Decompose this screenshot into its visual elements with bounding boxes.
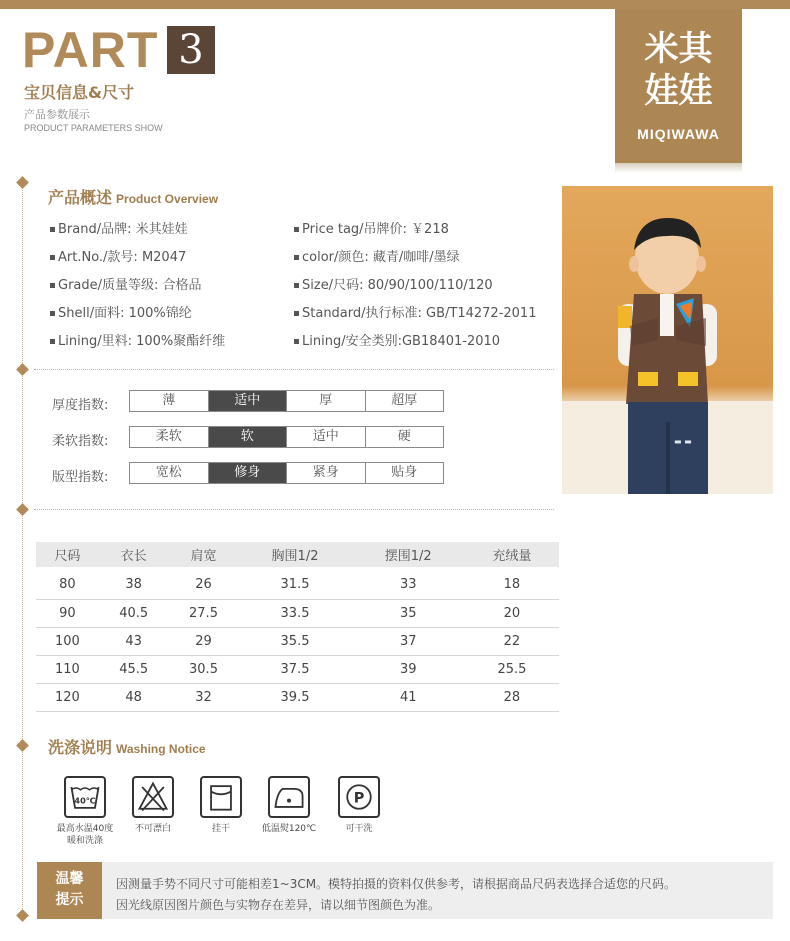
no-bleach-icon [132, 776, 174, 818]
section-divider [34, 509, 554, 510]
notice-text [116, 874, 676, 916]
wash-label: 挂干 [211, 824, 230, 834]
bullet-square-icon [50, 255, 55, 260]
table-row: 110 45.5 30.5 37.5 39 25.5 [36, 655, 559, 683]
section-subtitle-cn: 产品参数展示 [24, 108, 90, 121]
wash-item [254, 776, 324, 835]
fit-option: 紧身 [287, 463, 366, 483]
thickness-option: 超厚 [391, 393, 418, 408]
wash-item [186, 776, 256, 835]
bullet-square-icon [294, 339, 299, 344]
thickness-option: 厚 [287, 391, 366, 411]
bullet-square-icon [294, 311, 299, 316]
bullet-square-icon [294, 283, 299, 288]
section-subtitle-en: PRODUCT PARAMETERS SHOW [24, 123, 163, 133]
brand-name-line1: 米其 [644, 29, 713, 69]
table-row: 90 40.5 27.5 33.5 35 20 [36, 599, 559, 627]
fit-option: 宽松 [130, 463, 209, 483]
notice-line2: 因光线原因图片颜色与实物存在差异，请以细节图颜色为准。 [116, 898, 441, 912]
washing-title [48, 735, 206, 758]
bullet-square-icon [294, 255, 299, 260]
softness-index-label: 柔软指数: [52, 434, 109, 449]
table-row: 80 38 26 31.5 33 18 [36, 567, 559, 599]
info-art-no: Art.No./款号: M2047 [50, 246, 186, 265]
size-table [36, 542, 559, 712]
washing-title-en: Washing Notice [116, 742, 206, 756]
size-table-header: 充绒量 [465, 542, 559, 567]
bullet-square-icon [50, 227, 55, 232]
info-grade: Grade/质量等级: 合格品 [50, 274, 202, 293]
brand-name-line2: 娃娃 [644, 71, 713, 111]
softness-option: 柔软 [130, 427, 209, 447]
softness-option-selected: 软 [209, 427, 288, 447]
wash-label: 最高水温40度 暖和洗涤 [56, 824, 114, 846]
notice-line1: 因测量手势不同尺寸可能相差1~3CM。模特拍摄的资料仅供参考，请根据商品尺码表选择合适您的尺码。 [116, 877, 677, 891]
wash-item [324, 776, 394, 835]
wash-temp-text: 40℃ [74, 795, 96, 806]
diamond-marker-icon [16, 503, 29, 516]
thickness-index-scale [129, 390, 444, 412]
info-safety: Lining/安全类别:GB18401-2010 [294, 330, 500, 349]
part-heading: PART [22, 22, 159, 78]
child-model-illustration [562, 186, 773, 494]
diamond-marker-icon [16, 176, 29, 189]
diamond-marker-icon [16, 739, 29, 752]
overview-title-en: Product Overview [116, 192, 219, 206]
section-title: 宝贝信息&尺寸 [24, 83, 134, 102]
softness-option: 适中 [287, 427, 366, 447]
info-lining: Lining/里料: 100%聚酯纤维 [50, 330, 225, 349]
softness-option: 硬 [397, 429, 411, 444]
thickness-index-label: 厚度指数: [52, 398, 109, 413]
diamond-marker-icon [16, 909, 29, 922]
dry-clean-icon [338, 776, 380, 818]
wash-item [50, 776, 120, 847]
part-number-badge: 3 [167, 26, 215, 74]
top-accent-bar [0, 0, 790, 9]
wash-label: 不可漂白 [134, 824, 171, 834]
wash-label: 低温熨120℃ [261, 824, 317, 834]
hang-dry-icon [200, 776, 242, 818]
product-photo [562, 186, 773, 494]
info-shell: Shell/面料: 100%锦纶 [50, 302, 192, 321]
overview-title-cn: 产品概述 [48, 188, 113, 207]
brand-name-cn [615, 28, 742, 112]
brand-tab-shadow [615, 163, 742, 173]
table-row: 120 48 32 39.5 41 28 [36, 683, 559, 711]
fit-option: 贴身 [391, 465, 418, 480]
wash-label: 可干洗 [345, 824, 373, 834]
notice-tag [37, 862, 102, 919]
timeline-line [22, 176, 23, 921]
wash-40-icon [64, 776, 106, 818]
softness-index-scale [129, 426, 444, 448]
iron-low-icon [268, 776, 310, 818]
fit-index-label: 版型指数: [52, 470, 109, 485]
fit-index-scale [129, 462, 444, 484]
svg-text:P: P [353, 790, 365, 807]
diamond-marker-icon [16, 363, 29, 376]
size-table-header: 衣长 [99, 542, 169, 567]
svg-text:▬ ▬: ▬ ▬ [674, 437, 692, 446]
size-table-header-row [36, 542, 559, 567]
size-table-header: 尺码 [36, 542, 99, 567]
overview-title [48, 185, 218, 208]
size-table-header: 肩宽 [169, 542, 239, 567]
bullet-square-icon [50, 311, 55, 316]
notice-tag-line2: 提示 [55, 892, 84, 908]
bullet-square-icon [50, 339, 55, 344]
bullet-square-icon [50, 283, 55, 288]
info-standard: Standard/执行标准: GB/T14272-2011 [294, 302, 536, 321]
info-color: color/颜色: 藏青/咖啡/墨绿 [294, 246, 460, 265]
thickness-option: 薄 [130, 391, 209, 411]
thickness-option-selected: 适中 [209, 391, 288, 411]
size-table-header: 摆围1/2 [352, 542, 465, 567]
table-row: 100 43 29 35.5 37 22 [36, 627, 559, 655]
wash-item [118, 776, 188, 835]
section-divider [34, 369, 554, 370]
bullet-square-icon [294, 227, 299, 232]
notice-tag-line1: 温馨 [55, 871, 84, 887]
size-table-header: 胸围1/2 [238, 542, 351, 567]
fit-option-selected: 修身 [209, 463, 288, 483]
info-size: Size/尺码: 80/90/100/110/120 [294, 274, 493, 293]
info-price: Price tag/吊牌价: ￥218 [294, 218, 449, 237]
info-brand: Brand/品牌: 米其娃娃 [50, 218, 188, 237]
brand-name-en: MIQIWAWA [637, 126, 720, 142]
washing-title-cn: 洗涤说明 [48, 738, 113, 757]
